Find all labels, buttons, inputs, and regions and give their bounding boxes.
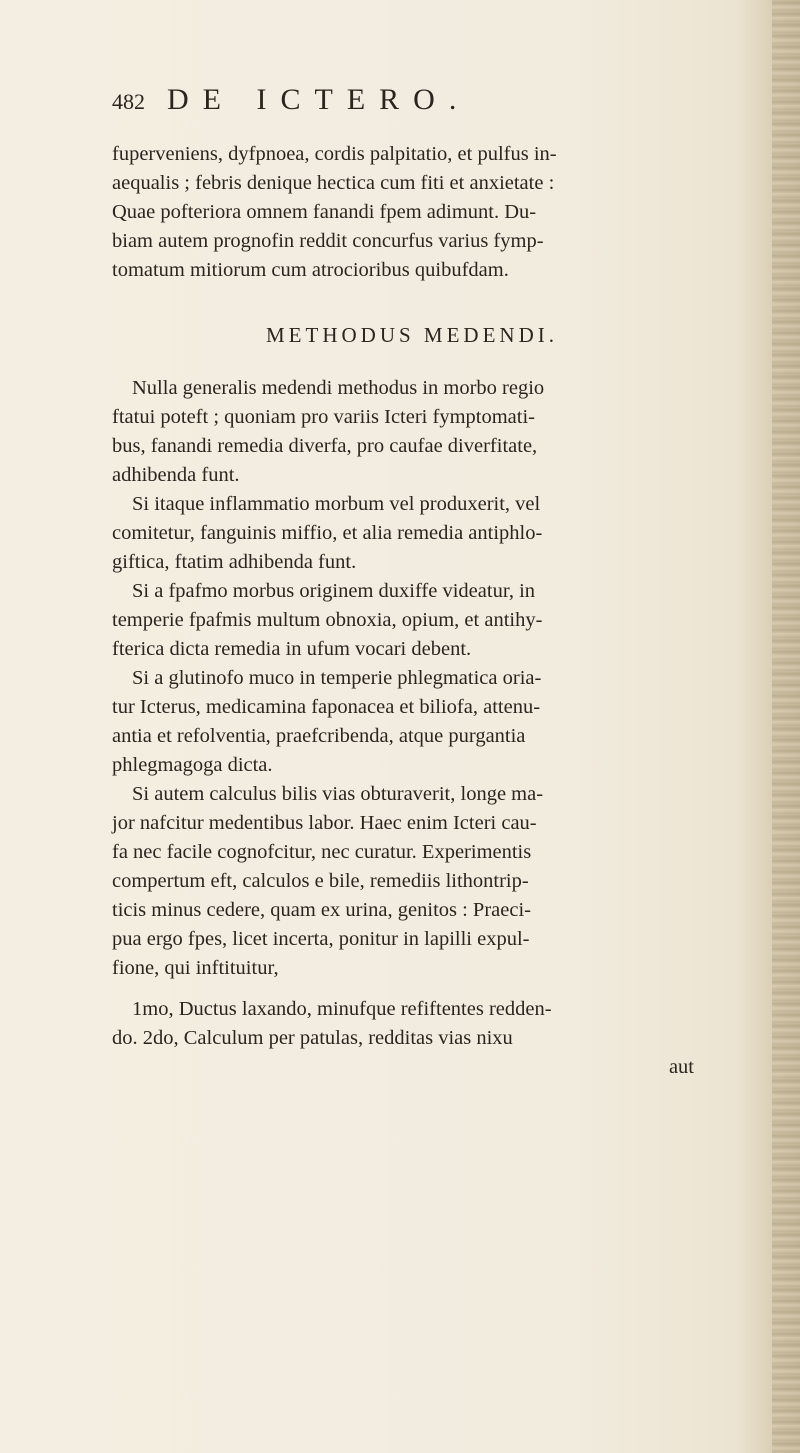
text-line: temperie fpafmis multum obnoxia, opium, et antihy- <box>112 609 543 631</box>
section-heading: METHODUS MEDENDI. <box>266 323 558 347</box>
running-title: DE ICTERO. <box>167 83 471 116</box>
text-line: 1mo, Ductus laxando, minufque refiftentes redden- <box>132 998 552 1020</box>
text-line: pua ergo fpes, licet incerta, ponitur in lapilli expul- <box>112 928 530 950</box>
text-line: giftica, ftatim adhibenda funt. <box>112 551 357 573</box>
text-line: Quae pofteriora omnem fanandi fpem adimunt. Du- <box>112 201 537 223</box>
text-line: fione, qui inftituitur, <box>112 957 279 979</box>
text-line: Si autem calculus bilis vias obturaverit, longe ma- <box>132 783 544 805</box>
body-text <box>112 140 712 1082</box>
text-line: ticis minus cedere, quam ex urina, genitos : Praeci- <box>112 899 531 921</box>
text-line: biam autem prognofin reddit concurfus varius fymp- <box>112 230 544 252</box>
text-line: Nulla generalis medendi methodus in morbo regio <box>132 377 545 399</box>
text-line: adhibenda funt. <box>112 464 240 486</box>
text-line: compertum eft, calculos e bile, remediis lithontrip- <box>112 870 529 892</box>
paragraph-mucus <box>112 664 712 780</box>
running-header <box>112 80 712 120</box>
text-line: bus, fanandi remedia diverfa, pro caufae diverfitate, <box>112 435 538 457</box>
paragraph-inflammation <box>112 490 712 577</box>
text-line: tur Icterus, medicamina faponacea et biliofa, attenu- <box>112 696 541 718</box>
text-line: antia et refolventia, praefcribenda, atque purgantia <box>112 725 526 747</box>
text-line: do. 2do, Calculum per patulas, redditas vias nixu <box>112 1027 513 1049</box>
catchword: aut <box>668 1056 694 1078</box>
text-line: Si a glutinofo muco in temperie phlegmatica oria- <box>132 667 542 689</box>
text-line: fterica dicta remedia in ufum vocari debent. <box>112 638 472 660</box>
intro-paragraph <box>112 140 712 285</box>
text-line: comitetur, fanguinis miffio, et alia remedia antiphlo- <box>112 522 543 544</box>
paragraph-treatment-steps <box>112 995 712 1053</box>
paragraph-spasm <box>112 577 712 664</box>
text-line: fa nec facile cognofcitur, nec curatur. Experimentis <box>112 841 532 863</box>
page-edge-shadow <box>772 0 800 1453</box>
text-line: tomatum mitiorum cum atrocioribus quibufdam. <box>112 259 509 281</box>
text-line: ftatui poteft ; quoniam pro variis Icteri fymptomati- <box>112 406 535 428</box>
text-line: aequalis ; febris denique hectica cum fiti et anxietate : <box>112 172 555 194</box>
text-line: fuperveniens, dyfpnoea, cordis palpitatio, et pulfus in- <box>112 143 557 165</box>
text-line: jor nafcitur medentibus labor. Haec enim Icteri cau- <box>112 812 537 834</box>
paragraph-calculus <box>112 780 712 983</box>
page-number: 482 <box>112 89 145 114</box>
text-line: Si itaque inflammatio morbum vel produxerit, vel <box>132 493 541 515</box>
paragraph-general-method <box>112 374 712 490</box>
text-line: phlegmagoga dicta. <box>112 754 273 776</box>
text-line: Si a fpafmo morbus originem duxiffe videatur, in <box>132 580 536 602</box>
